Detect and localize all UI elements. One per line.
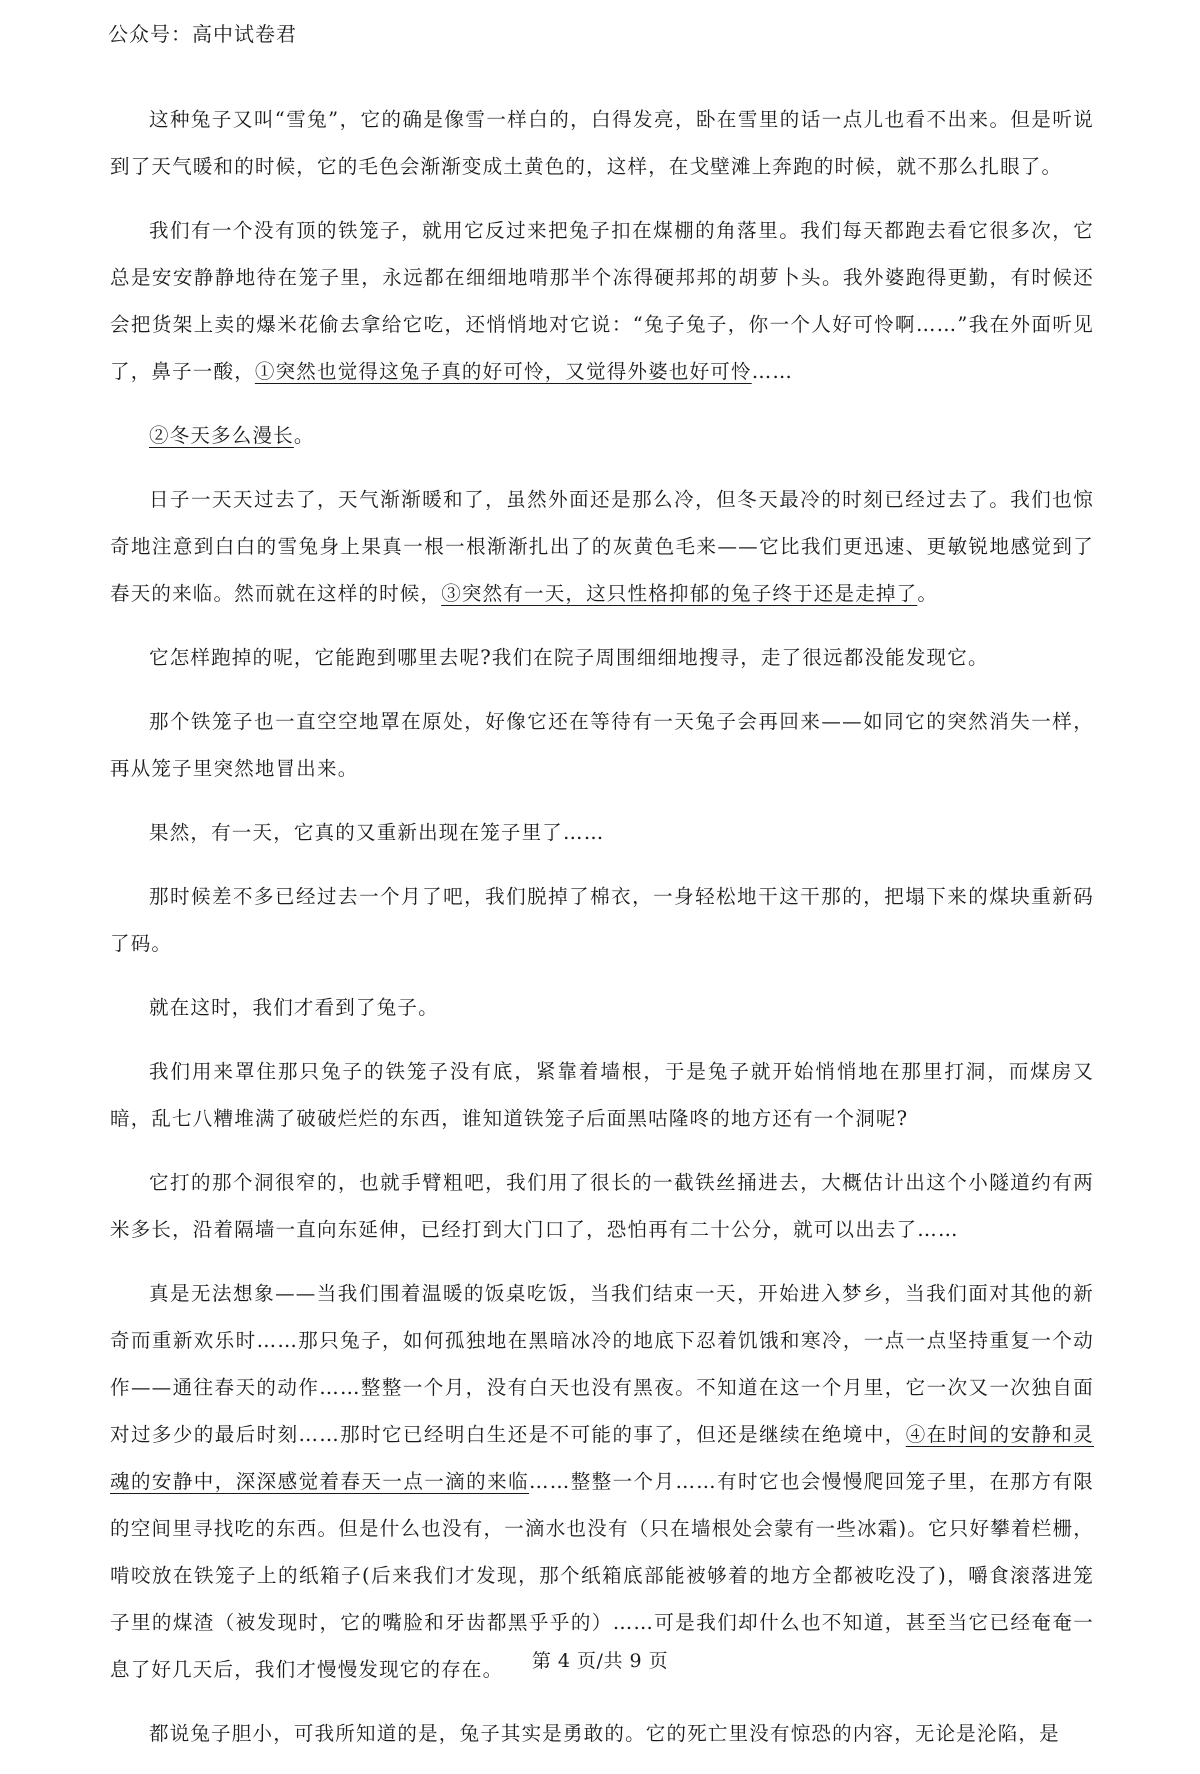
passage-paragraph bbox=[110, 96, 1094, 190]
passage-paragraph bbox=[110, 476, 1094, 617]
passage-paragraph bbox=[110, 809, 1094, 856]
passage-paragraph bbox=[110, 1159, 1094, 1253]
paragraph-text: 。 bbox=[293, 424, 315, 447]
underlined-sentence: ④在时间的安静和灵魂的安静中，深深感觉着春天一点一滴的来临 bbox=[110, 1423, 1094, 1493]
underlined-sentence: ③突然有一天，这只性格抑郁的兔子终于还是走掉了 bbox=[441, 582, 918, 605]
passage-paragraph bbox=[110, 1710, 1094, 1757]
source-header: 公众号：高中试卷君 bbox=[108, 22, 297, 46]
paragraph-text: 那个铁笼子也一直空空地罩在原处，好像它还在等待有一天兔子会再回来——如同它的突然消失一样，再从笼子里突然地冒出来。 bbox=[110, 710, 1094, 780]
paragraph-text: 果然，有一天，它真的又重新出现在笼子里了…… bbox=[149, 821, 605, 844]
paragraph-text: …… bbox=[751, 360, 794, 383]
passage-body bbox=[110, 96, 1094, 1774]
paragraph-text: 真是无法想象——当我们围着温暖的饭桌吃饭，当我们结束一天，开始进入梦乡，当我们面对其他的新奇而重新欢乐时……那只兔子，如何孤独地在黑暗冰冷的地底下忍着饥饿和寒冷，一点一点坚持重复一个动作——通往春天的动作……整整一个月，没有白天也没有黑夜。不知道在这一个月里，它一次又一次独自面对过多少的最后时刻……那时它已经明白生还是不可能的事了，但还是继续在绝境中， bbox=[110, 1282, 1094, 1446]
passage-paragraph bbox=[110, 412, 1094, 459]
passage-paragraph bbox=[110, 1270, 1094, 1693]
paragraph-text: 。 bbox=[917, 582, 939, 605]
passage-paragraph bbox=[110, 698, 1094, 792]
passage-paragraph bbox=[110, 634, 1094, 681]
page-number: 第 4 页/共 9 页 bbox=[531, 1650, 669, 1672]
underlined-sentence: ①突然也觉得这兔子真的好可怜，又觉得外婆也好可怜 bbox=[254, 360, 752, 383]
passage-paragraph bbox=[110, 873, 1094, 967]
paragraph-text: 都说兔子胆小，可我所知道的是，兔子其实是勇敢的。它的死亡里没有惊恐的内容，无论是沦陷，是 bbox=[149, 1722, 1060, 1745]
paragraph-text: ……整整一个月……有时它也会慢慢爬回笼子里，在那方有限的空间里寻找吃的东西。但是什么也没有，一滴水也没有（只在墙根处会蒙有一些冰霜)。它只好攀着栏栅，啃咬放在铁笼子上的纸箱子(后来我们才发现，那个纸箱底部能被够着的地方全都被吃没了)，嚼食滚落进笼子里的煤渣（被发现时，它的嘴脸和牙齿都黑乎乎的）……可是我们却什么也不知道，甚至当它已经奄奄一息了好几天后，我们才慢慢发现它的存在。 bbox=[110, 1470, 1094, 1681]
underlined-sentence: ②冬天多么漫长 bbox=[149, 424, 294, 447]
paragraph-text: 它怎样跑掉的呢，它能跑到哪里去呢?我们在院子周围细细地搜寻，走了很远都没能发现它。 bbox=[149, 646, 989, 669]
passage-paragraph bbox=[110, 1048, 1094, 1142]
paragraph-text: 这种兔子又叫“雪兔”，它的确是像雪一样白的，白得发亮，卧在雪里的话一点儿也看不出来。但是听说到了天气暖和的时候，它的毛色会渐渐变成土黄色的，这样，在戈壁滩上奔跑的时候，就不那么扎眼了。 bbox=[110, 108, 1094, 178]
paragraph-text: 那时候差不多已经过去一个月了吧，我们脱掉了棉衣，一身轻松地干这干那的，把塌下来的煤块重新码了码。 bbox=[110, 885, 1094, 955]
passage-paragraph bbox=[110, 984, 1094, 1031]
paragraph-text: 我们有一个没有顶的铁笼子，就用它反过来把兔子扣在煤棚的角落里。我们每天都跑去看它很多次，它总是安安静静地待在笼子里，永远都在细细地啃那半个冻得硬邦邦的胡萝卜头。我外婆跑得更勤，有时候还会把货架上卖的爆米花偷去拿给它吃，还悄悄地对它说：“兔子兔子，你一个人好可怜啊……”我在外面听见了，鼻子一酸， bbox=[110, 219, 1094, 383]
passage-paragraph bbox=[110, 207, 1094, 395]
paragraph-text: 我们用来罩住那只兔子的铁笼子没有底，紧靠着墙根，于是兔子就开始悄悄地在那里打洞，而煤房又暗，乱七八糟堆满了破破烂烂的东西，谁知道铁笼子后面黑咕隆咚的地方还有一个洞呢? bbox=[110, 1060, 1094, 1130]
paragraph-text: 日子一天天过去了，天气渐渐暖和了，虽然外面还是那么冷，但冬天最冷的时刻已经过去了。我们也惊奇地注意到白白的雪兔身上果真一根一根渐渐扎出了的灰黄色毛来——它比我们更迅速、更敏锐地感觉到了春天的来临。然而就在这样的时候， bbox=[110, 488, 1094, 605]
paragraph-text: 就在这时，我们才看到了兔子。 bbox=[149, 996, 439, 1019]
paragraph-text: 它打的那个洞很窄的，也就手臂粗吧，我们用了很长的一截铁丝捅进去，大概估计出这个小隧道约有两米多长，沿着隔墙一直向东延伸，已经打到大门口了，恐怕再有二十公分，就可以出去了…… bbox=[110, 1171, 1094, 1241]
